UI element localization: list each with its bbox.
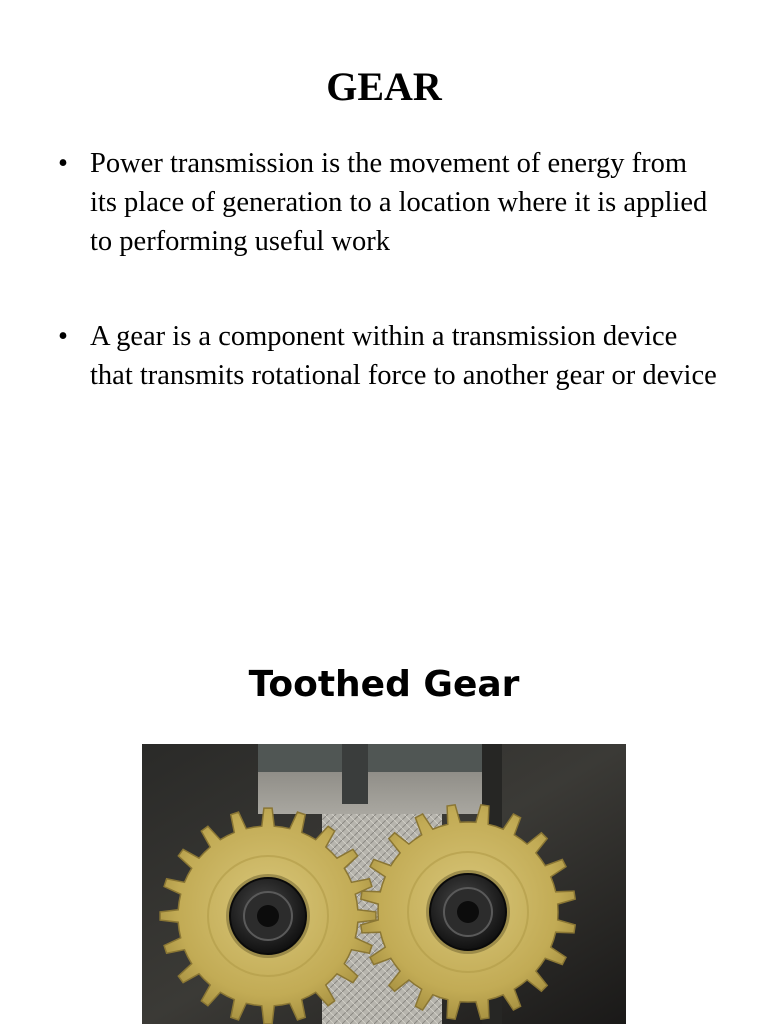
section-title: Toothed Gear	[248, 664, 520, 705]
meshing-gears-photo	[142, 744, 626, 1024]
bullet-item-gear-definition	[58, 317, 718, 395]
right-bolt-icon	[426, 870, 510, 954]
steel-slot	[342, 744, 368, 804]
steel-block-shadow	[258, 744, 498, 772]
bullet-marker: •	[58, 321, 68, 352]
left-bolt-icon	[226, 874, 310, 958]
bullet-list	[58, 144, 718, 395]
bullet-marker: •	[58, 148, 68, 179]
gears-photo-icon	[142, 744, 626, 1024]
bullet-text: A gear is a component within a transmission device that transmits rotational force to another gear or device	[90, 321, 717, 391]
slide-title: GEAR	[326, 64, 442, 109]
bullet-text: Power transmission is the movement of energy from its place of generation to a location where it is applied to performing useful work	[90, 148, 708, 257]
bullet-item-power-transmission	[58, 144, 718, 261]
